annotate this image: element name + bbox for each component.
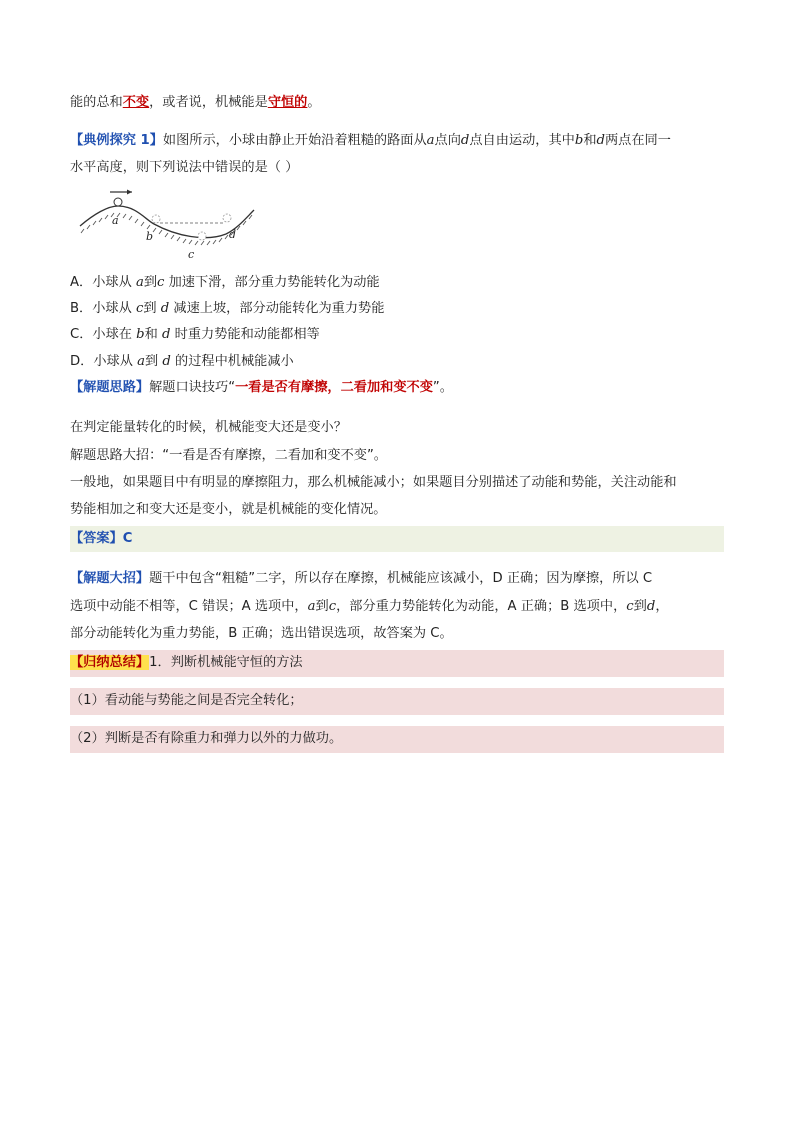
ball-c	[198, 232, 206, 240]
summary-item: （2）判断是否有除重力和弹力以外的力做功。	[70, 731, 343, 746]
solution-line-1: 【解题大招】题干中包含“粗糙”二字，所以存在摩擦，机械能应该减小，D 正确；因为摩擦，所以 C	[70, 571, 653, 586]
label-a: a	[112, 214, 119, 227]
example-question-line-1: 【典例探究 1】如图所示，小球由静止开始沿着粗糙的路面从a点向d点自由运动，其中b和d两点在同一	[70, 133, 671, 148]
option-b: B．小球从 c到 d 减速上坡，部分动能转化为重力势能	[70, 301, 385, 316]
label-d: d	[229, 228, 237, 241]
thinking-line: 【解题思路】解题口诀技巧“一看是否有摩擦，二看加和变不变”。	[70, 380, 453, 395]
option-c: C．小球在 b和 d 时重力势能和动能都相等	[70, 327, 320, 342]
answer-value: C	[122, 531, 133, 546]
intro-line: 能的总和不变，或者说，机械能是守恒的。	[70, 95, 321, 110]
slope-figure	[76, 182, 262, 266]
solution-tag: 【解题大招】	[70, 571, 150, 586]
option-d: D．小球从 a到 d 的过程中机械能减小	[70, 354, 294, 369]
ball-b	[152, 215, 160, 223]
keyword-unchanged: 不变	[122, 95, 150, 110]
option-a: A．小球从 a到c 加速下滑，部分重力势能转化为动能	[70, 275, 380, 290]
solution-line-2: 选项中动能不相等，C 错误；A 选项中，a到c，部分重力势能转化为动能，A 正确；B 选项中，c到d，	[70, 599, 669, 614]
summary-title-line: 【归纳总结】1．判断机械能守恒的方法	[70, 655, 303, 670]
thinking-keyword: 一看是否有摩擦，二看加和变不变	[235, 380, 433, 395]
example-question-line-2: 水平高度，则下列说法中错误的是（ ）	[70, 160, 299, 175]
summary-tag: 【归纳总结】	[70, 655, 150, 670]
ball-a	[114, 198, 122, 206]
thinking-tag: 【解题思路】	[70, 380, 150, 395]
answer-tag: 【答案】	[70, 531, 123, 546]
label-b: b	[146, 230, 154, 243]
summary-item: （1）看动能与势能之间是否完全转化；	[70, 693, 303, 708]
answer-band	[70, 526, 724, 552]
keyword-conserved: 守恒的	[267, 95, 308, 110]
example-tag: 【典例探究 1】	[70, 133, 163, 148]
label-c: c	[188, 248, 195, 261]
para-line-3: 一般地，如果题目中有明显的摩擦阻力，那么机械能减小；如果题目分别描述了动能和势能，关注动能和	[70, 475, 677, 490]
para-line-4: 势能相加之和变大还是变小，就是机械能的变化情况。	[70, 502, 387, 517]
arrow-head	[127, 190, 132, 195]
answer-line	[70, 529, 132, 549]
ball-d	[223, 214, 231, 222]
solution-line-3: 部分动能转化为重力势能，B 正确；选出错误选项，故答案为 C。	[70, 626, 453, 641]
para-line-2: 解题思路大招：“一看是否有摩擦，二看加和变不变”。	[70, 448, 387, 463]
para-line-1: 在判定能量转化的时候，机械能变大还是变小？	[70, 420, 347, 435]
